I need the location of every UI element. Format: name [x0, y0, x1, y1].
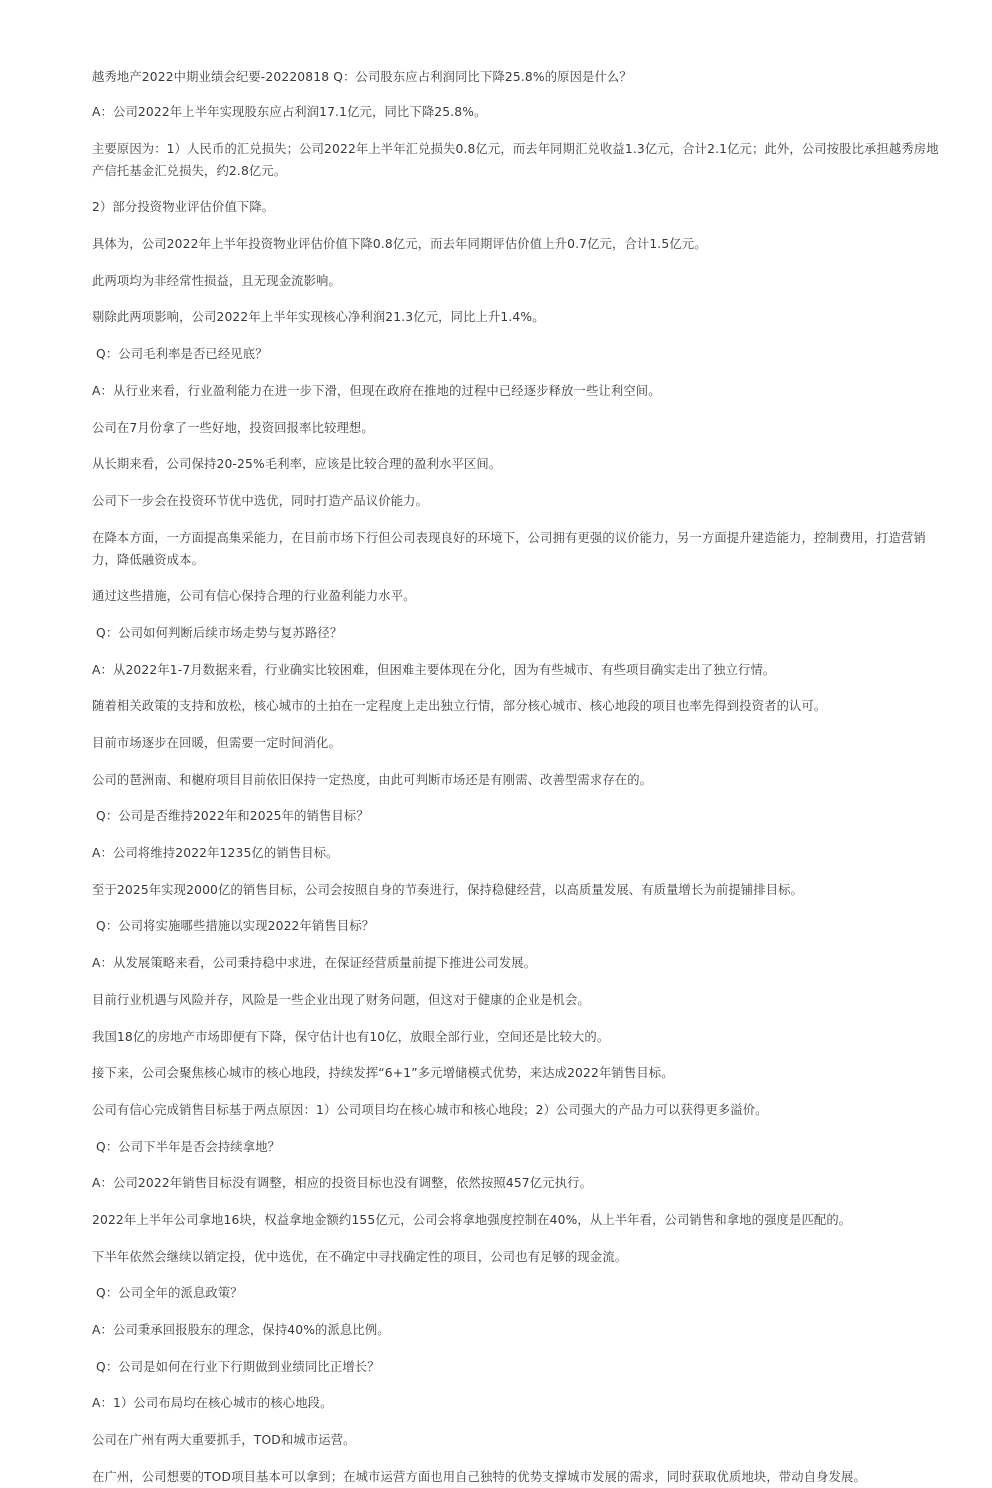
body-paragraph: 从长期来看，公司保持20-25%毛利率，应该是比较合理的盈利水平区间。	[92, 457, 502, 472]
answer-paragraph: A：公司2022年上半年实现股东应占利润17.1亿元，同比下降25.8%。	[92, 105, 487, 119]
body-paragraph: 至于2025年实现2000亿的销售目标，公司会按照自身的节奏进行，保持稳健经营，以高质量发展、有质量增长为前提铺排目标。	[92, 882, 804, 897]
body-paragraph: 在降本方面，一方面提高集采能力，在目前市场下行但公司表现良好的环境下，公司拥有更强的议价能力，另一方面提升建造能力，控制费用，打造营销力，降低融资成本。	[92, 530, 926, 567]
body-paragraph: 2022年上半年公司拿地16块，权益拿地金额约155亿元，公司会将拿地强度控制在40%，从上半年看，公司销售和拿地的强度是匹配的。	[92, 1212, 852, 1227]
body-paragraph: 通过这些措施，公司有信心保持合理的行业盈利能力水平。	[92, 589, 416, 604]
question-paragraph: Q：公司毛利率是否已经见底？	[96, 347, 268, 362]
body-paragraph: 具体为，公司2022年上半年投资物业评估价值下降0.8亿元，而去年同期评估价值上升0.7亿元，合计1.5亿元。	[92, 237, 707, 252]
body-paragraph: 公司有信心完成销售目标基于两点原因：1）公司项目均在核心城市和核心地段；2）公司强大的产品力可以获得更多溢价。	[92, 1102, 768, 1117]
answer-paragraph: A：从行业来看，行业盈利能力在进一步下滑，但现在政府在推地的过程中已经逐步释放一些让利空间。	[92, 383, 661, 398]
question-paragraph: Q：公司下半年是否会持续拿地？	[96, 1139, 281, 1154]
body-paragraph: 剔除此两项影响，公司2022年上半年实现核心净利润21.3亿元，同比上升1.4%。	[92, 310, 545, 325]
body-paragraph: 随着相关政策的支持和放松，核心城市的土拍在一定程度上走出独立行情，部分核心城市、核心地段的项目也率先得到投资者的认可。	[92, 699, 827, 714]
answer-paragraph: A：公司秉承回报股东的理念，保持40%的派息比例。	[92, 1323, 390, 1337]
question-paragraph: Q：公司如何判断后续市场走势与复苏路径？	[96, 625, 343, 640]
body-paragraph: 下半年依然会继续以销定投，优中选优，在不确定中寻找确定性的项目，公司也有足够的现金流。	[92, 1249, 628, 1264]
question-paragraph: Q：公司全年的派息政策？	[96, 1286, 243, 1301]
question-paragraph: Q：公司是否维持2022年和2025年的销售目标？	[96, 809, 369, 824]
answer-paragraph: A：从发展策略来看，公司秉持稳中求进，在保证经营质量前提下推进公司发展。	[92, 956, 537, 971]
question-paragraph: Q：公司将实施哪些措施以实现2022年销售目标？	[96, 919, 375, 934]
body-paragraph: 主要原因为：1）人民币的汇兑损失；公司2022年上半年汇兑损失0.8亿元，而去年同期汇兑收益1.3亿元，合计2.1亿元；此外，公司按股比承担越秀房地产信托基金汇兑损失，约2.8亿元。	[92, 141, 939, 178]
question-paragraph: Q：公司是如何在行业下行期做到业绩同比正增长？	[96, 1359, 380, 1374]
answer-paragraph: A：公司将维持2022年1235亿的销售目标。	[92, 846, 339, 861]
answer-paragraph: A：1）公司布局均在核心城市的核心地段。	[92, 1396, 333, 1411]
body-paragraph: 我国18亿的房地产市场即便有下降，保守估计也有10亿，放眼全部行业，空间还是比较大的。	[92, 1029, 610, 1044]
body-paragraph: 目前行业机遇与风险并存，风险是一些企业出现了财务问题，但这对于健康的企业是机会。	[92, 992, 590, 1007]
body-paragraph: 公司在7月份拿了一些好地，投资回报率比较理想。	[92, 420, 374, 435]
body-paragraph: 公司下一步会在投资环节优中选优，同时打造产品议价能力。	[92, 493, 429, 508]
body-paragraph: 此两项均为非经常性损益，且无现金流影响。	[92, 273, 341, 288]
body-paragraph: 在广州，公司想要的TOD项目基本可以拿到；在城市运营方面也用自己独特的优势支撑城市发展的需求，同时获取优质地块，带动自身发展。	[92, 1469, 866, 1484]
body-paragraph: 公司在广州有两大重要抓手，TOD和城市运营。	[92, 1433, 356, 1448]
document-title-question: 越秀地产2022中期业绩会纪要-20220818 Q：公司股东应占利润同比下降25.8%的原因是什么？	[92, 70, 632, 84]
answer-paragraph: A：从2022年1-7月数据来看，行业确实比较困难，但困难主要体现在分化，因为有些城市、有些项目确实走出了独立行情。	[92, 662, 776, 677]
body-paragraph: 公司的琶洲南、和樾府项目目前依旧保持一定热度，由此可判断市场还是有刚需、改善型需求存在的。	[92, 772, 653, 787]
body-paragraph: 接下来，公司会聚焦核心城市的核心地段，持续发挥“6+1”多元增储模式优势，来达成2022年销售目标。	[92, 1066, 674, 1081]
body-paragraph: 2）部分投资物业评估价值下降。	[92, 200, 275, 215]
answer-paragraph: A：公司2022年销售目标没有调整，相应的投资目标也没有调整，依然按照457亿元执行。	[92, 1176, 593, 1191]
body-paragraph: 目前市场逐步在回暖，但需要一定时间消化。	[92, 736, 341, 750]
